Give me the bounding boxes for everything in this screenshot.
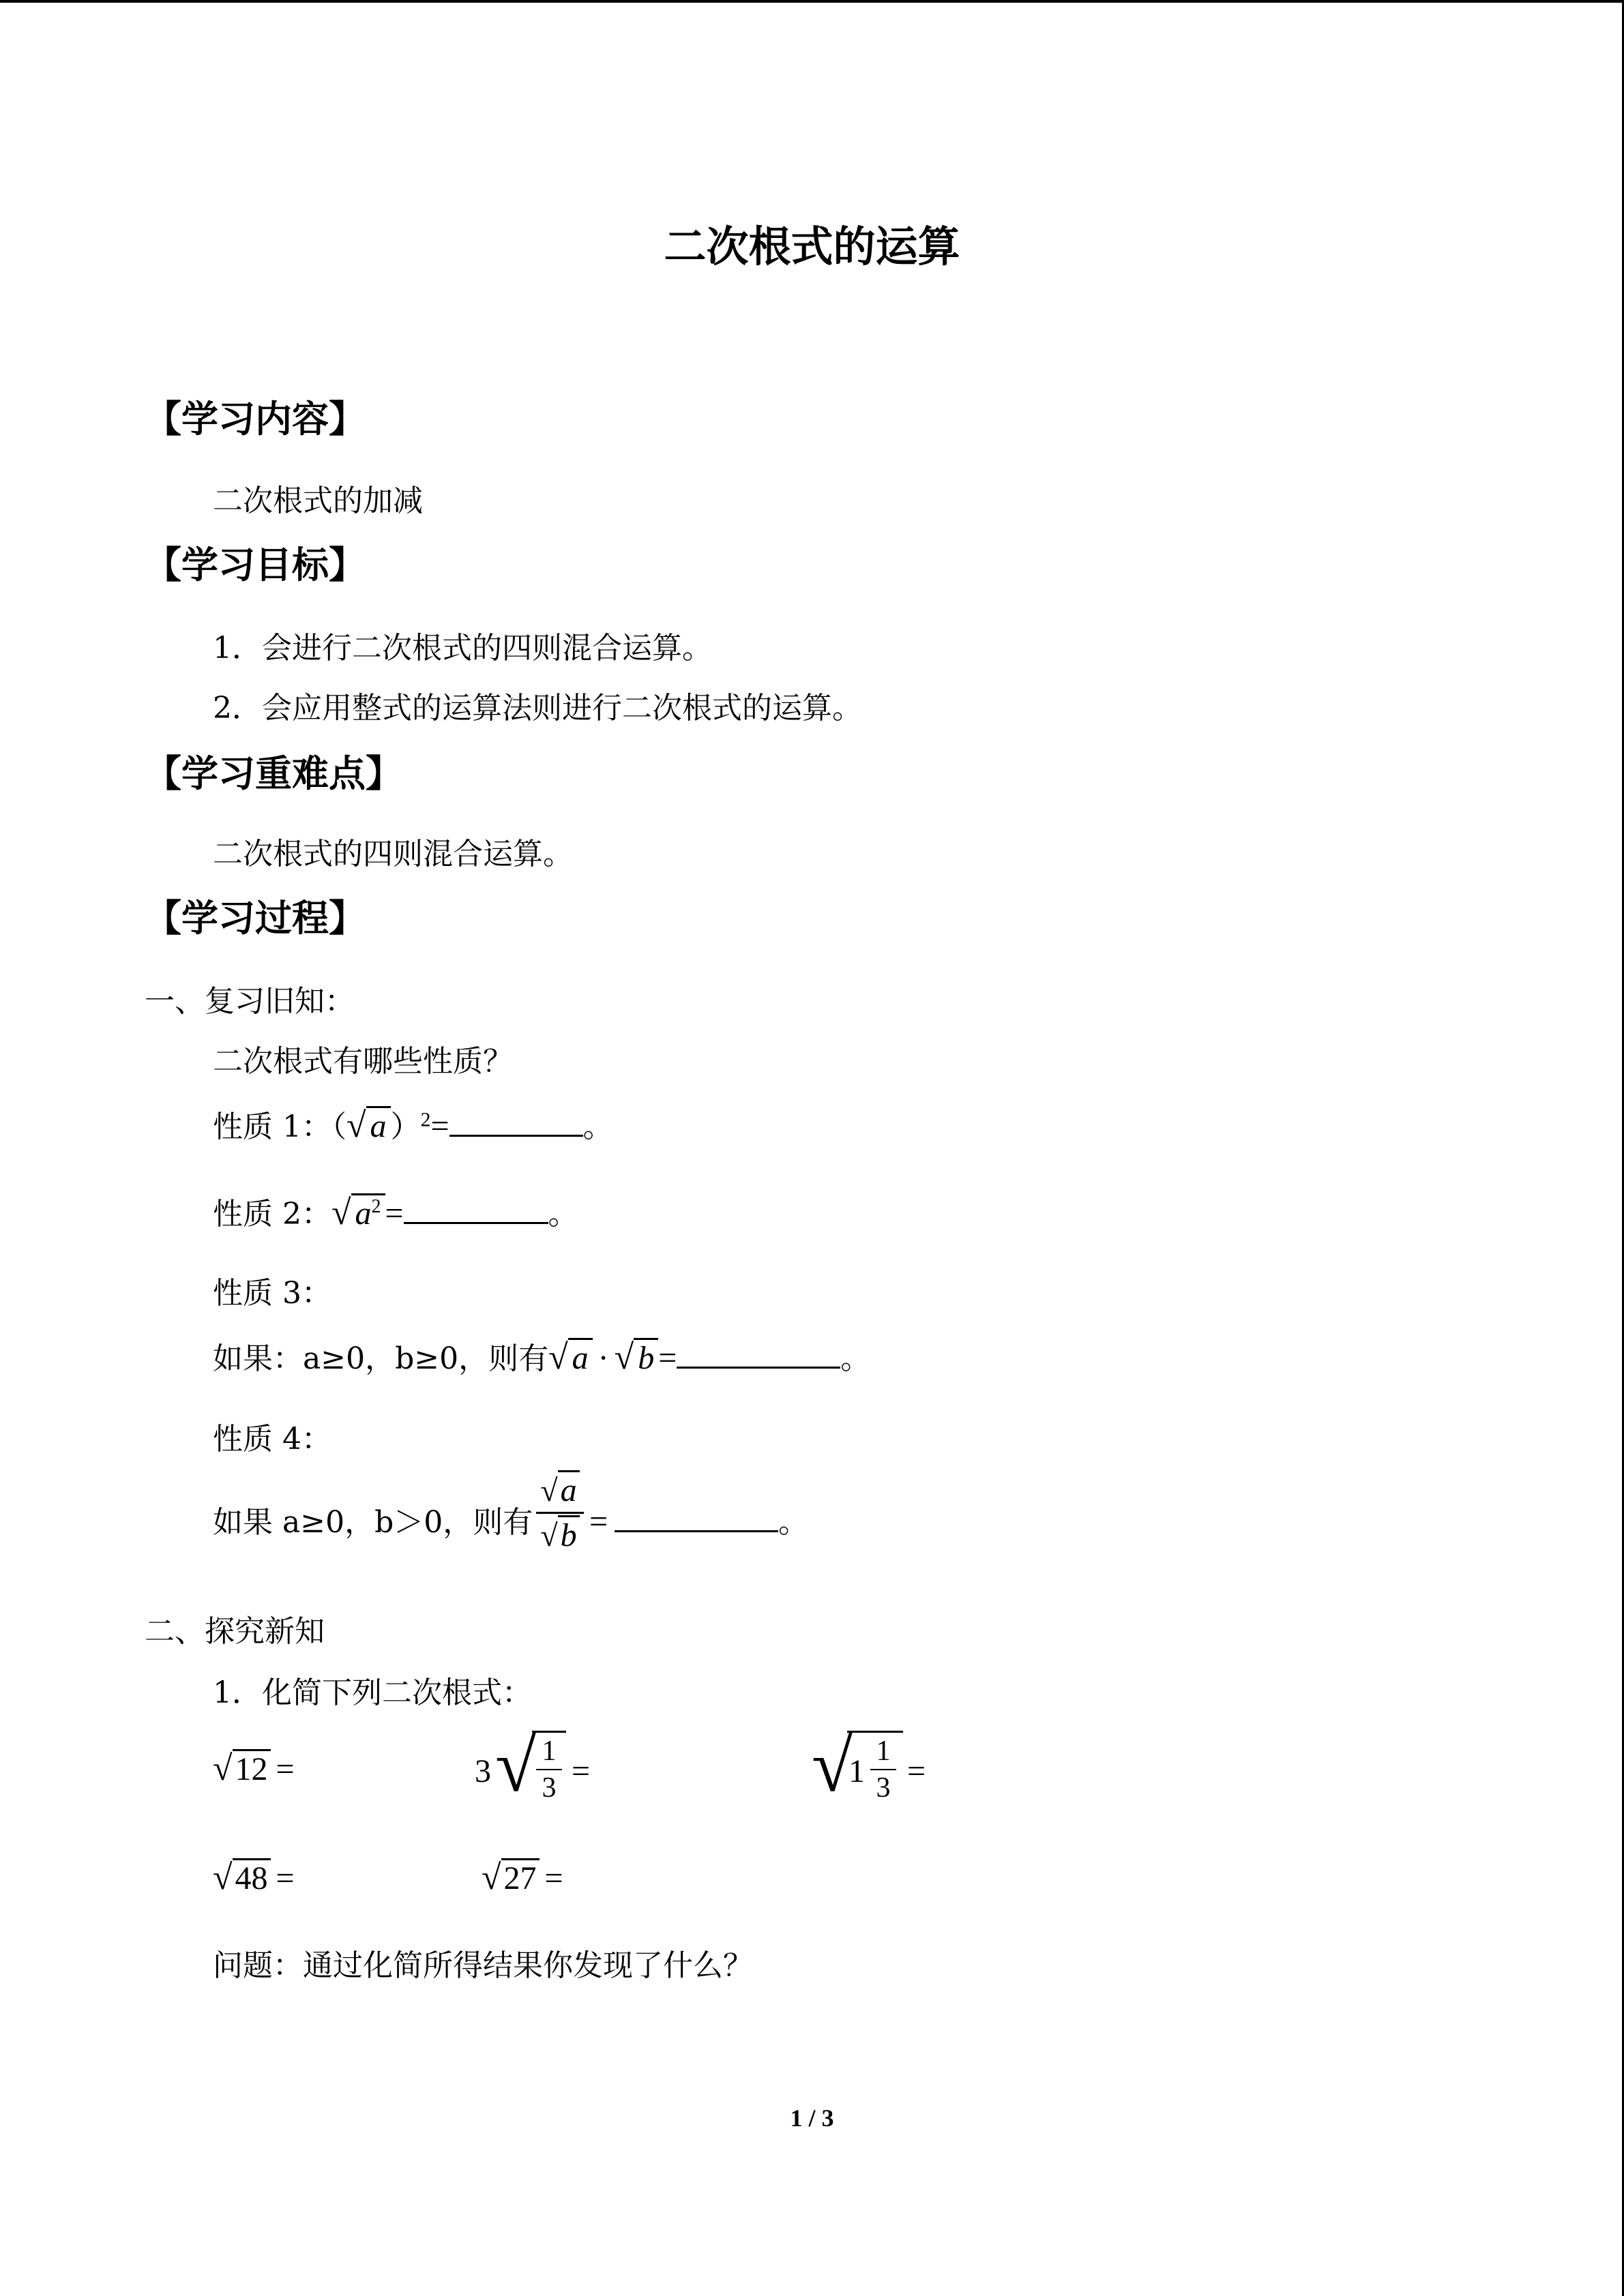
review-heading: 一、复习旧知： bbox=[145, 984, 355, 1019]
equals-sign: = bbox=[276, 1751, 295, 1787]
period: 。 bbox=[582, 1109, 613, 1144]
fraction-sqrt-a-over-sqrt-b bbox=[536, 1472, 584, 1554]
radical-symbol: √ bbox=[331, 1193, 351, 1232]
radical-symbol: √ bbox=[482, 1858, 501, 1897]
explore-heading: 二、探究新知 bbox=[145, 1614, 325, 1649]
answer-blank-3[interactable] bbox=[677, 1339, 840, 1369]
denominator: 3 bbox=[542, 1772, 557, 1804]
property-4-answer bbox=[589, 1497, 808, 1541]
numerator: 1 bbox=[542, 1735, 557, 1767]
period: 。 bbox=[778, 1505, 809, 1540]
answer-blank-2[interactable] bbox=[404, 1195, 548, 1224]
property-3-condition: 如果：a≥0，b≥0，则有 bbox=[213, 1341, 549, 1376]
page-top-border bbox=[0, 0, 1624, 3]
equals-sign: = bbox=[907, 1753, 926, 1789]
equals-sign: = bbox=[544, 1860, 563, 1896]
learning-content-text: 二次根式的加减 bbox=[213, 483, 423, 518]
property-2-row bbox=[213, 1189, 578, 1233]
sqrt-a-squared bbox=[331, 1195, 385, 1232]
goal-item-1: 1．会进行二次根式的四则混合运算。 bbox=[213, 631, 712, 666]
expr-sqrt-48: √48 = bbox=[213, 1858, 295, 1897]
heading-learning-goals: 【学习目标】 bbox=[145, 543, 366, 586]
multiply-dot: · bbox=[597, 1340, 609, 1376]
answer-blank-1[interactable] bbox=[449, 1107, 583, 1137]
property-3-row bbox=[213, 1334, 870, 1377]
equals-sign: = bbox=[430, 1108, 449, 1144]
equals-sign: = bbox=[385, 1195, 404, 1232]
equals-sign: = bbox=[572, 1753, 591, 1789]
property-2-label: 性质 2： bbox=[213, 1197, 331, 1232]
sqrt-b: √ b bbox=[615, 1340, 659, 1376]
document-title: 二次根式的运算 bbox=[664, 222, 960, 271]
radical-symbol: √ bbox=[540, 1473, 558, 1508]
equals-sign: = bbox=[658, 1340, 677, 1376]
right-paren: ） bbox=[390, 1109, 421, 1144]
radical-symbol: √ bbox=[540, 1518, 558, 1553]
fraction-bar bbox=[536, 1769, 562, 1770]
radical-symbol: √ bbox=[213, 1749, 233, 1788]
radical-symbol: √ bbox=[495, 1724, 537, 1807]
expr-sqrt-27: √27 = bbox=[482, 1858, 563, 1897]
radical-symbol: √ bbox=[548, 1338, 568, 1377]
heading-learning-content: 【学习内容】 bbox=[145, 398, 366, 441]
property-4-label: 性质 4： bbox=[213, 1422, 331, 1457]
fraction-bar bbox=[536, 1512, 584, 1514]
equals-sign: = bbox=[276, 1860, 295, 1896]
page-number: 1 / 3 bbox=[790, 2104, 834, 2132]
period: 。 bbox=[840, 1341, 871, 1376]
property-1-label: 性质 1： bbox=[213, 1109, 331, 1144]
exponent: 2 bbox=[420, 1108, 431, 1131]
whole-part: 1 bbox=[848, 1753, 865, 1789]
property-4-condition: 如果 a≥0，b＞0，则有 bbox=[213, 1505, 533, 1540]
fraction bbox=[866, 1735, 900, 1804]
radical-symbol: √ bbox=[812, 1724, 853, 1807]
property-3-label: 性质 3： bbox=[213, 1276, 331, 1311]
sqrt-a: √ a bbox=[346, 1108, 391, 1144]
radical-bar bbox=[847, 1731, 903, 1733]
period: 。 bbox=[548, 1197, 578, 1232]
sqrt-a: √ a bbox=[548, 1340, 593, 1376]
explore-task: 1．化简下列二次根式： bbox=[213, 1675, 532, 1710]
fraction-bar bbox=[870, 1769, 896, 1770]
radical-symbol: √ bbox=[614, 1338, 634, 1377]
left-paren: （ bbox=[331, 1109, 346, 1144]
fraction bbox=[532, 1735, 566, 1804]
radical-bar bbox=[532, 1731, 566, 1733]
expr-sqrt-12: √12 = bbox=[213, 1749, 295, 1788]
explore-question: 问题：通过化简所得结果你发现了什么？ bbox=[213, 1948, 753, 1983]
coefficient: 3 bbox=[475, 1753, 491, 1789]
heading-key-difficulty: 【学习重难点】 bbox=[145, 752, 402, 795]
property-1-row bbox=[213, 1102, 613, 1146]
radical-symbol: √ bbox=[346, 1106, 366, 1145]
goal-item-2: 2．会应用整式的运算法则进行二次根式的运算。 bbox=[213, 691, 862, 726]
var-a: a bbox=[355, 1195, 372, 1232]
numerator: √a bbox=[536, 1472, 584, 1509]
equals-sign: = bbox=[589, 1504, 608, 1540]
review-question: 二次根式有哪些性质？ bbox=[213, 1044, 513, 1079]
heading-learning-process: 【学习过程】 bbox=[145, 897, 366, 940]
numerator: 1 bbox=[876, 1735, 891, 1767]
difficulty-text: 二次根式的四则混合运算。 bbox=[213, 837, 573, 871]
answer-blank-4[interactable] bbox=[615, 1503, 778, 1532]
denominator: 3 bbox=[876, 1772, 891, 1804]
radical-symbol: √ bbox=[213, 1858, 233, 1897]
exponent: 2 bbox=[371, 1196, 381, 1217]
denominator: √b bbox=[536, 1517, 584, 1554]
